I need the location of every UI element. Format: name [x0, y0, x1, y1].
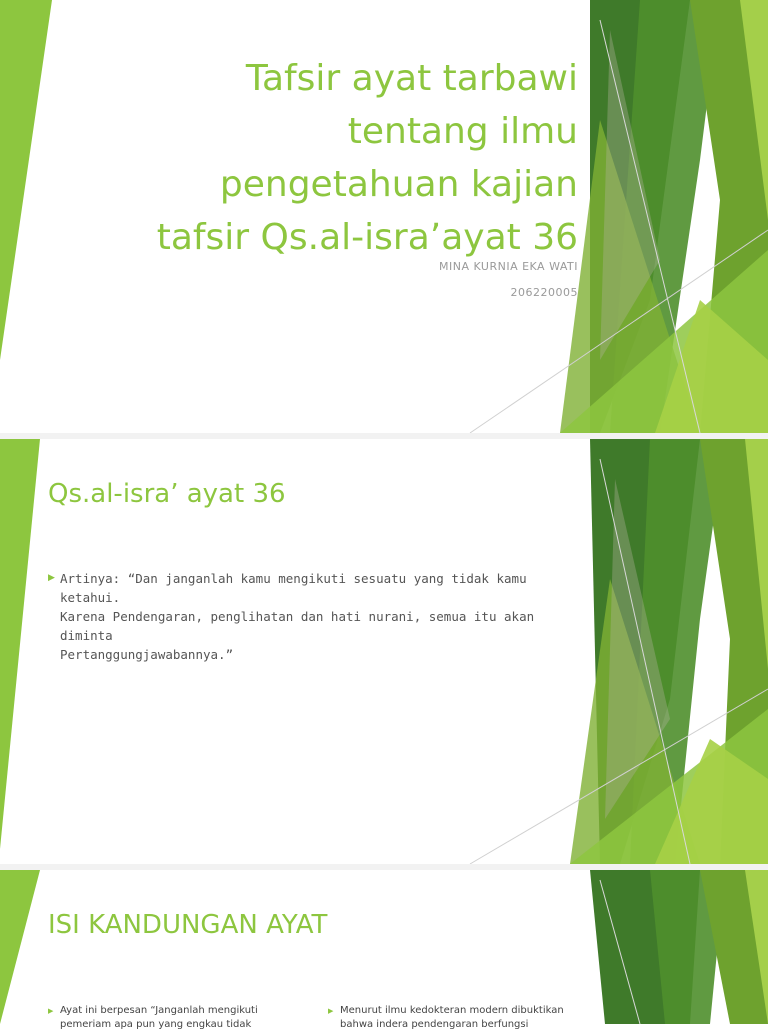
bullet-line: bahwa indera pendengaran berfungsi — [340, 1019, 529, 1030]
bullet-line: Ayat ini berpesan “Janganlah mengikuti — [60, 1005, 258, 1016]
title-line: tentang ilmu — [347, 111, 578, 152]
bullet-line: Pertanggungjawabannya.” — [60, 647, 234, 662]
bullet-item — [48, 569, 568, 664]
author-name: MINA KURNIA EKA WATI — [439, 260, 578, 273]
title-line: Tafsir ayat tarbawi — [245, 58, 578, 99]
slide3-decoration — [0, 870, 768, 1024]
presentation-title — [98, 52, 578, 264]
slide-verse — [0, 439, 768, 864]
bullet-line: pemeriam apa pun yang engkau tidak — [60, 1019, 252, 1030]
bullet-item-right — [328, 1004, 588, 1032]
bullet-item-left — [48, 1004, 308, 1032]
student-id: 206220005 — [510, 286, 578, 299]
bullet-line: Menurut ilmu kedokteran modern dibuktikan — [340, 1005, 564, 1016]
slide-heading: ISI KANDUNGAN AYAT — [48, 910, 328, 940]
triangle-right-icon: ▶ — [328, 1007, 334, 1015]
title-line: tafsir Qs.al-isra’ayat 36 — [156, 217, 578, 258]
triangle-right-icon: ▶ — [48, 573, 55, 583]
triangle-right-icon: ▶ — [48, 1007, 54, 1015]
bullet-line: Artinya: “Dan janganlah kamu mengikuti sesuatu yang tidak kamu ketahui. — [60, 571, 527, 605]
slide-heading: Qs.al-isra’ ayat 36 — [48, 479, 286, 509]
slide-title — [0, 0, 768, 433]
title-line: pengetahuan kajian — [219, 164, 578, 205]
slide-content — [0, 870, 768, 1030]
bullet-line: Karena Pendengaran, penglihatan dan hati nurani, semua itu akan diminta — [60, 609, 535, 643]
